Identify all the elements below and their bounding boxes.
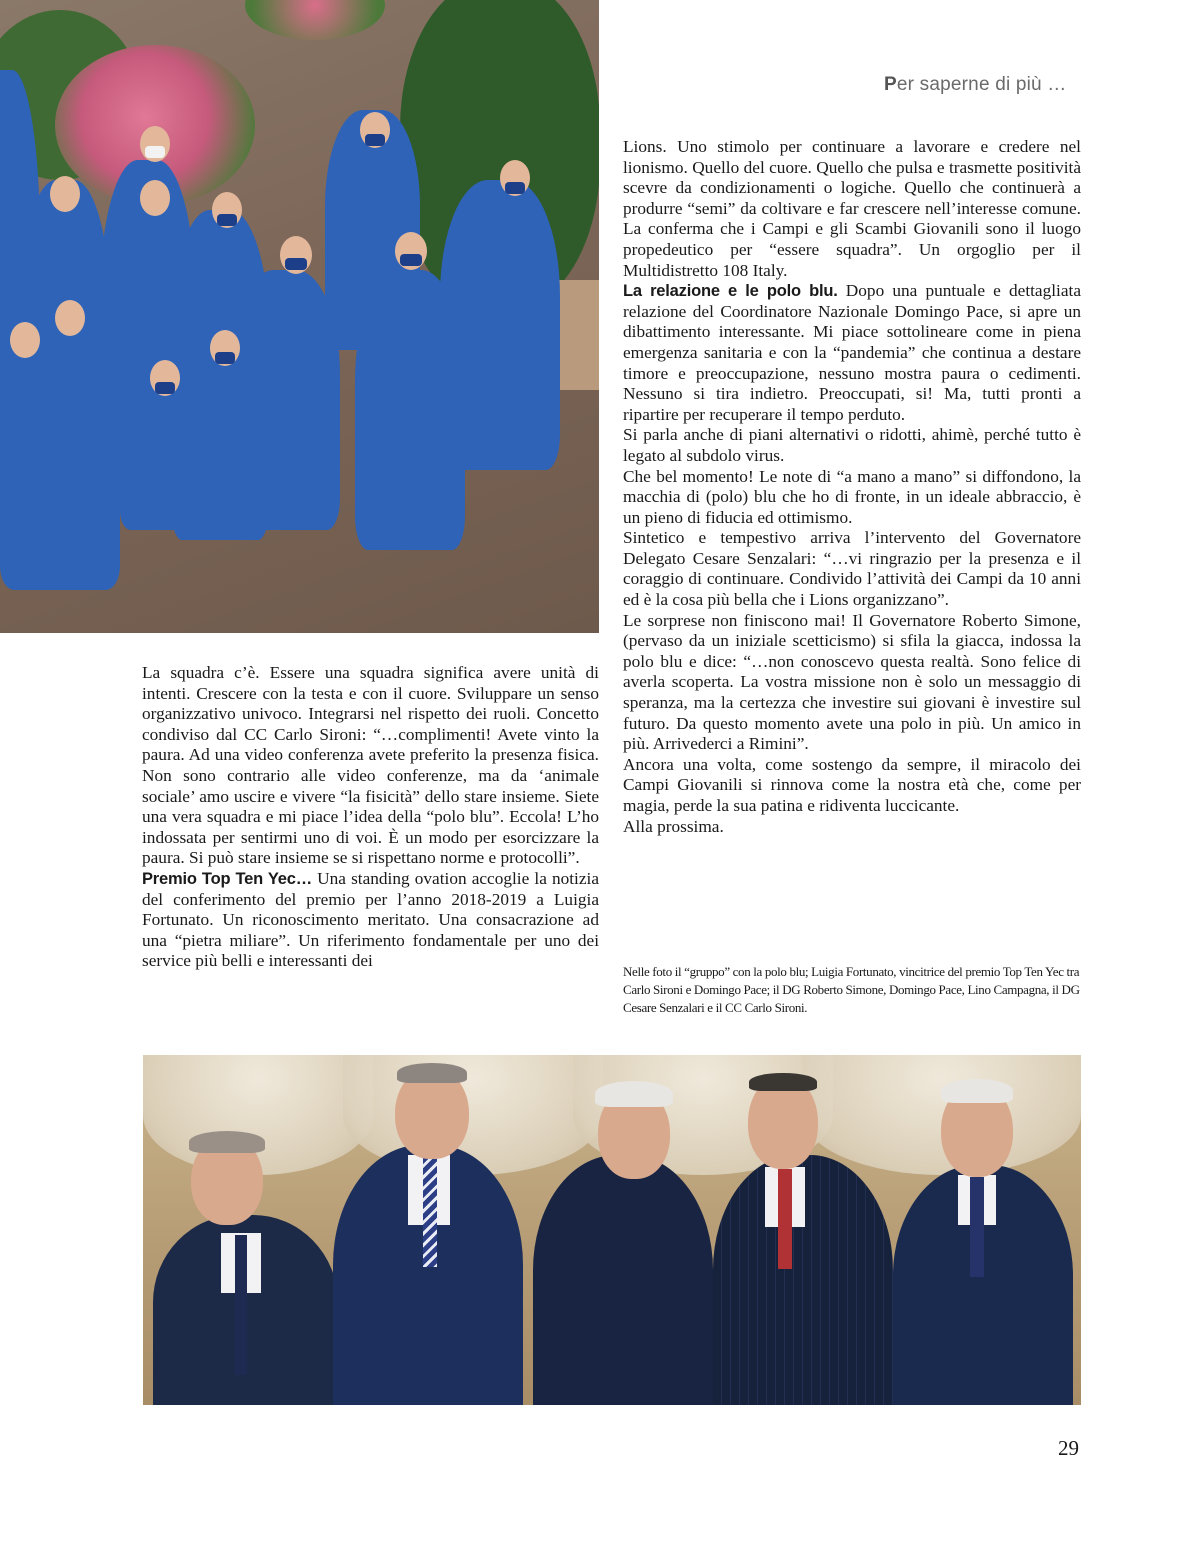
photo-person: [440, 180, 560, 470]
photo-mask: [145, 146, 165, 158]
photo-mask: [365, 134, 385, 146]
photo-hair: [941, 1079, 1013, 1103]
photo-bush: [245, 0, 385, 40]
photo-tie: [970, 1177, 984, 1277]
right-paragraph-text: Dopo una puntuale e dettagliata relazione del Coordinatore Nazionale Domingo Pace, si apre un dibattimento interessante. Mi piace sottolineare come in piena emergenza sanitaria e con la “pandemia” che continua a destare timore e preoccupazione, nessuno mostra paura o cedimenti. Nessuno si tira indietro. Preoccupati, si! Ma, tutti pronti a ripartire per recuperare il tempo perduto.: [623, 281, 1081, 424]
photo-mask: [285, 258, 307, 270]
section-heading: [884, 74, 1067, 96]
left-paragraph: [142, 869, 599, 972]
page-number: 29: [1058, 1436, 1079, 1460]
photo-mask: [400, 254, 422, 266]
photo-mask: [215, 352, 235, 364]
photo-hair: [189, 1131, 265, 1153]
photo-head: [55, 300, 85, 336]
right-paragraph: [623, 281, 1081, 425]
run-in-heading: La relazione e le polo blu.: [623, 282, 838, 301]
photo-person: [190, 360, 270, 520]
section-heading-text: er saperne di più …: [896, 74, 1067, 95]
run-in-heading: Premio Top Ten Yec…: [142, 869, 313, 888]
left-paragraph-text: Una standing ovation accoglie la notizia del conferimento del premio per l’anno 2018-2019 a Luigia Fortunato. Un riconoscimento meritato. Una consacrazione ad una “pietra miliare”. Un riferimento fondamentale per uno dei service più belli e interessanti dei: [142, 868, 600, 971]
photo-mask: [155, 382, 175, 394]
photo-tie: [235, 1235, 247, 1375]
photo-head: [50, 176, 80, 212]
right-paragraph: Che bel momento! Le note di “a mano a mano” si diffondono, la macchia di (polo) blu che ho di fronte, in un ideale abbraccio, è un pieno di fiducia ed ottimismo.: [623, 466, 1081, 527]
right-paragraph: Ancora una volta, come sostengo da sempre, il miracolo dei Campi Giovanili si rinnova come la nostra età che, come per magia, perde la sua patina e ridiventa luccicante.: [623, 754, 1081, 815]
right-paragraph: Si parla anche di piani alternativi o ridotti, ahimè, perché tutto è legato al subdolo virus.: [623, 425, 1081, 465]
right-paragraph: Sintetico e tempestivo arriva l’intervento del Governatore Delegato Cesare Senzalari: “…vi ringrazio per la presenza e il coraggio di continuare. Condivido l’attività dei Campi da 10 anni ed è la cosa più bella che i Lions organizzano”.: [623, 528, 1081, 610]
right-column: [623, 137, 1081, 837]
section-heading-initial: P: [884, 74, 897, 95]
photo-man: [533, 1155, 713, 1405]
photo-mask: [505, 182, 525, 194]
right-paragraph: Le sorprese non finiscono mai! Il Governatore Roberto Simone, (pervaso da un iniziale scetticismo) si sfila la giacca, indossa la polo blu e dice: “…non conoscevo questa realtà. Sono felice di averla scoperta. La vostra missione non è solo un messaggio di speranza, ma la certezza che investire sui giovani è investire sul futuro. Da questo momento avete una polo in più. Un amico in più. Arrivederci a Rimini”.: [623, 610, 1081, 754]
photo-head: [140, 180, 170, 216]
group-photo: [0, 0, 599, 633]
right-paragraph: Alla prossima.: [623, 816, 724, 836]
photo-hair: [749, 1073, 817, 1091]
photo-hair: [595, 1081, 673, 1107]
left-column: [142, 663, 599, 972]
photo-person: [0, 390, 120, 590]
photo-tie: [423, 1157, 437, 1267]
right-paragraph: Lions. Uno stimolo per continuare a lavorare e credere nel lionismo. Quello del cuore. Quello che pulsa e trasmette positività scevre da condizionamenti o logiche. Quello che continuerà a produrre “semi” da coltivare e far crescere nell’interesse comune. La conferma che i Campi e gli Scambi Giovanili sono il luogo propedeutico per “essere squadra”. Un orgoglio per il Multidistretto 108 Italy.: [623, 137, 1081, 280]
photo-tie: [778, 1169, 792, 1269]
photo-caption: Nelle foto il “gruppo” con la polo blu; Luigia Fortunato, vincitrice del premio Top Ten Yec tra Carlo Sironi e Domingo Pace; il DG Roberto Simone, Domingo Pace, Lino Campagna, il DG Cesare Senzalari e il CC Carlo Sironi.: [623, 964, 1080, 1015]
men-photo: [143, 1055, 1081, 1405]
photo-head: [10, 322, 40, 358]
photo-hair: [397, 1063, 467, 1083]
left-paragraph: La squadra c’è. Essere una squadra significa avere unità di intenti. Crescere con la testa e con il cuore. Sviluppare un senso organizzativo univoco. Integrarsi nel rispetto dei ruoli. Concetto condiviso dal CC Carlo Sironi: “…complimenti! Avete vinto la paura. Ad una video conferenza avete preferito la presenza fisica. Non sono contrario alle video conferenze, ma da ‘animale sociale’ amo uscire e vivere “la fisicità” dello stare insieme. Siete una vera squadra e mi piace l’idea della “polo blu”. Eccola! L’ho indossata per sentirmi uno di voi. È un modo per esorcizzare la paura. Si può stare insieme se si rispettano norme e protocolli”.: [142, 663, 599, 868]
photo-mask: [217, 214, 237, 226]
